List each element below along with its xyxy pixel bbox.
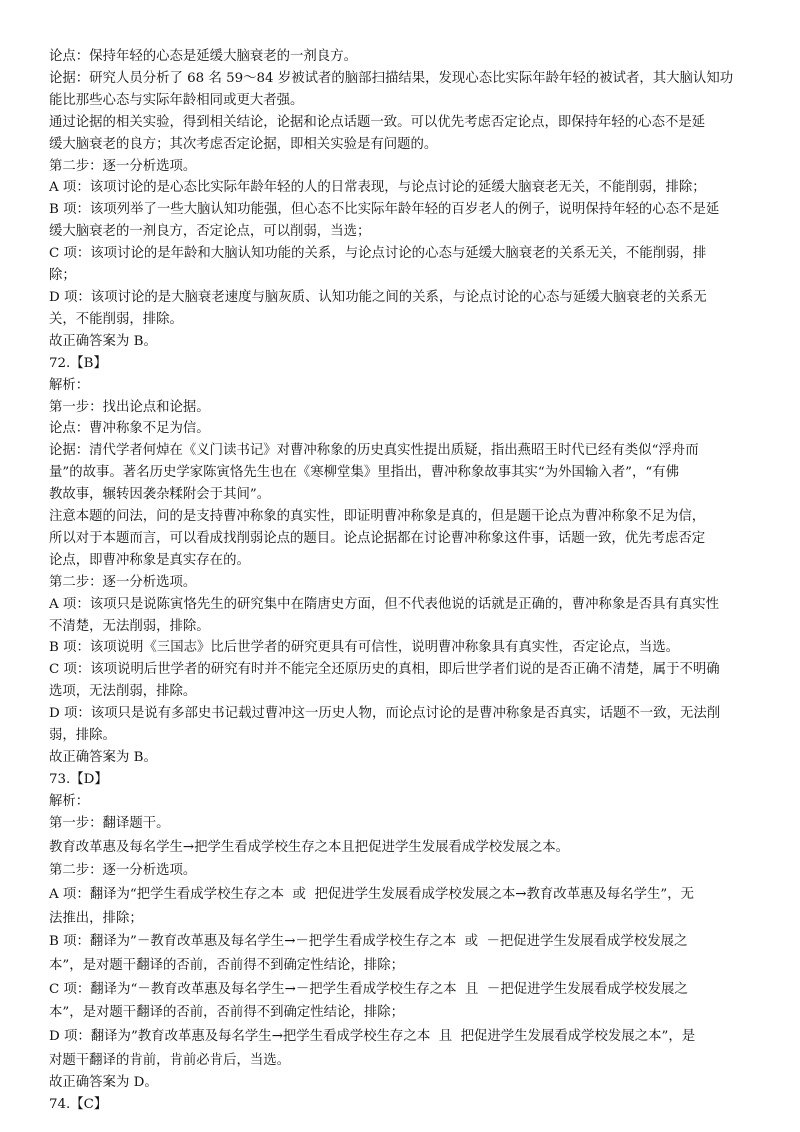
text-line: 能比那些心态与实际年龄相同或更大者强。 <box>49 92 304 108</box>
text-line: B 项：翻译为”－教育改革惠及每名学生→－把学生看成学校生存之本 或 －把促进学生发展看成学校发展之 <box>49 934 688 950</box>
text-line: 缓大脑衰老的良方；其次考虑否定论据，即相关实验是有问题的。 <box>49 136 438 152</box>
question-number: 72.【B】 <box>49 355 107 371</box>
question-number: 73.【D】 <box>49 771 108 787</box>
text-line: 解析： <box>49 793 90 809</box>
text-line: 论据：清代学者何焯在《义门读书记》对曹冲称象的历史真实性提出质疑，指出燕昭王时代已经有类似“浮舟而 <box>49 443 699 459</box>
text-line: 缓大脑衰老的一剂良方，否定论点，可以削弱，当选； <box>49 224 371 240</box>
text-line: C 项：该项讨论的是年龄和大脑认知功能的关系，与论点讨论的心态与延缓大脑衰老的关系无关，不能削弱，排 <box>49 246 707 262</box>
text-line: 教故事，辗转因袭杂糅附会于其间”。 <box>49 487 271 503</box>
text-line: D 项：翻译为”教育改革惠及每名学生→把学生看成学校生存之本 且 把促进学生发展看成学校发展之本”，是 <box>49 1029 696 1045</box>
answer-line: 故正确答案为 D。 <box>49 1074 158 1090</box>
text-line: 解析： <box>49 377 90 393</box>
text-line: C 项：该项说明后世学者的研究有时并不能完全还原历史的真相，即后世学者们说的是否正确不清楚，属于不明确 <box>49 662 720 678</box>
text-line: 教育改革惠及每名学生→把学生看成学校生存之本且把促进学生发展看成学校发展之本。 <box>49 839 570 855</box>
text-line: 本”，是对题干翻译的否前，否前得不到确定性结论，排除； <box>49 1005 404 1021</box>
text-line: 所以对于本题而言，可以看成找削弱论点的题目。论点论据都在讨论曹冲称象这件事，话题一致，优先考虑否定 <box>49 530 706 546</box>
answer-line: 故正确答案为 B。 <box>49 750 157 765</box>
text-line: 本”，是对题干翻译的否前，否前得不到确定性结论，排除； <box>49 957 404 973</box>
text-line: 第二步：逐一分析选项。 <box>49 158 197 174</box>
text-line: 论点，即曹冲称象是真实存在的。 <box>49 552 250 568</box>
text-line: 通过论据的相关实验，得到相关结论，论据和论点话题一致。可以优先考虑否定论点，即保持年轻的心态不是延 <box>49 114 706 130</box>
text-line: 选项，无法削弱，排除。 <box>49 684 197 700</box>
text-line: 法推出，排除； <box>49 910 143 926</box>
text-line: D 项：该项讨论的是大脑衰老速度与脑灰质、认知功能之间的关系，与论点讨论的心态与延缓大脑衰老的关系无 <box>49 289 707 305</box>
text-line: 关，不能削弱，排除。 <box>49 311 183 327</box>
text-line: 第一步：翻译题干。 <box>49 815 170 831</box>
text-line: 第一步：找出论点和论据。 <box>49 399 210 415</box>
text-line: B 项：该项列举了一些大脑认知功能强，但心态不比实际年龄年轻的百岁老人的例子，说明保持年轻的心态不是延 <box>49 202 720 218</box>
text-line: 对题干翻译的肯前，肯前必肯后，当选。 <box>49 1052 291 1068</box>
answer-line: 故正确答案为 B。 <box>49 333 157 349</box>
text-line: 论点：保持年轻的心态是延缓大脑衰老的一剂良方。 <box>49 49 357 64</box>
text-line: 量”的故事。著名历史学家陈寅恪先生也在《寒柳堂集》里指出，曹冲称象故事其实“为外国输入者”，“有佛 <box>49 465 679 481</box>
text-line: 弱，排除。 <box>49 728 116 744</box>
text-line: A 项：该项只是说陈寅恪先生的研究集中在隋唐史方面，但不代表他说的话就是正确的，曹冲称象是否具有真实性 <box>49 596 720 612</box>
text-line: C 项：翻译为“－教育改革惠及每名学生→－把学生看成学校生存之本 且 －把促进学生发展看成学校发展之 <box>49 981 688 997</box>
text-line: 不清楚，无法削弱，排除。 <box>49 618 210 634</box>
text-line: 注意本题的问法，问的是支持曹冲称象的真实性，即证明曹冲称象是真的，但是题干论点为曹冲称象不足为信， <box>49 509 706 525</box>
text-line: 第二步：逐一分析选项。 <box>49 863 197 879</box>
text-line: 除； <box>49 268 76 284</box>
text-line: A 项：该项讨论的是心态比实际年龄年轻的人的日常表现，与论点讨论的延缓大脑衰老无关，不能削弱，排除； <box>49 180 706 196</box>
text-line: 论据：研究人员分析了 68 名 59～84 岁被试者的脑部扫描结果，发现心态比实际年龄年轻的被试者，其大脑认知功 <box>49 70 734 86</box>
question-number: 74.【C】 <box>49 1096 108 1112</box>
text-line: 论点：曹冲称象不足为信。 <box>49 421 210 437</box>
text-line: 第二步：逐一分析选项。 <box>49 574 197 590</box>
text-line: A 项：翻译为“把学生看成学校生存之本 或 把促进学生发展看成学校发展之本→教育改革惠及每名学生”，无 <box>49 887 695 903</box>
text-line: B 项：该项说明《三国志》比后世学者的研究更具有可信性，说明曹冲称象具有真实性，否定论点，当选。 <box>49 640 680 656</box>
text-line: D 项：该项只是说有多部史书记载过曹冲这一历史人物，而论点讨论的是曹冲称象是否真实，话题不一致，无法削 <box>49 706 721 722</box>
